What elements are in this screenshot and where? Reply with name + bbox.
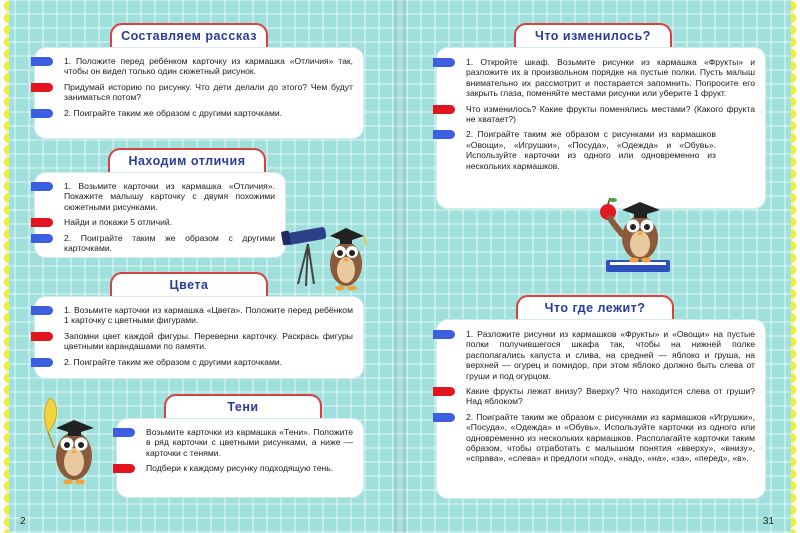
card-where xyxy=(436,319,766,499)
card-differences xyxy=(34,172,286,258)
instruction-item: 2. Поиграйте таким же образом с другими карточками. xyxy=(39,108,353,118)
right-page-edge xyxy=(791,0,800,533)
card-changed xyxy=(436,47,766,209)
section-title-colors-text: Цвета xyxy=(169,278,209,292)
blue-tab-marker xyxy=(31,306,53,315)
question-item: Что изменилось? Какие фрукты поменялись местами? (Какого фрукта не хватает?) xyxy=(441,104,755,125)
blue-tab-marker xyxy=(31,358,53,367)
instruction-item: 2. Поиграйте таким же образом с рисунками из кармашков «Игрушки», «Посуда», «Одежда» и «Обувь». Используйте карточки из одного или одновременно из нескольких кармашков. Располагайте карточки таким образом, чтобы отработать с малышом понятия «вверху», «внизу», «справа», «слева» и предлоги «под», «над», «на», «за», «перед», «в». xyxy=(441,412,755,464)
card-shadows xyxy=(116,418,364,498)
section-title-story-text: Составляем рассказ xyxy=(121,29,257,43)
blue-tab-marker xyxy=(433,58,455,67)
blue-tab-marker xyxy=(31,109,53,118)
page-number-left: 2 xyxy=(20,516,26,527)
red-tab-marker xyxy=(31,332,53,341)
red-tab-marker xyxy=(31,83,53,92)
question-item: Найди и покажи 5 отличий. xyxy=(39,217,275,227)
blue-tab-marker xyxy=(31,182,53,191)
section-title-changed-text: Что изменилось? xyxy=(535,29,651,43)
book-gutter xyxy=(394,0,406,533)
blue-tab-marker xyxy=(31,234,53,243)
question-item: Запомни цвет каждой фигуры. Переверни карточку. Раскрась фигуры цветными карандашами по памяти. xyxy=(39,331,353,352)
owl-apple-books-illustration xyxy=(592,188,682,280)
section-title-shadows-text: Тени xyxy=(227,400,259,414)
section-title-differences xyxy=(108,148,266,172)
blue-tab-marker xyxy=(113,428,135,437)
red-tab-marker xyxy=(433,387,455,396)
card-story xyxy=(34,47,364,139)
section-title-differences-text: Находим отличия xyxy=(128,154,246,168)
feather-icon xyxy=(45,398,57,432)
instruction-item: 1. Откройте шкаф. Возьмите рисунки из кармашка «Фрукты» и разложите их в произвольном порядке на пустые полки. Пусть малыш внимательно их рассмотрит и постарается запомнить. Попросите его закрыть глаза, поменяйте местами рисунки или уберите 1 фрукт. xyxy=(441,57,755,99)
section-title-where xyxy=(516,295,674,319)
instruction-item: 1. Положите перед ребёнком карточку из кармашка «Отличия» так, чтобы он видел только один сюжетный рисунок. xyxy=(39,56,353,77)
instruction-item: 2. Поиграйте таким же образом с другими карточками. xyxy=(39,357,353,367)
blue-tab-marker xyxy=(433,413,455,422)
instruction-item: 1. Возьмите карточки из кармашка «Отличия». Покажите малышу карточку с двумя похожими сюжетными рисунками. xyxy=(39,181,275,212)
blue-tab-marker xyxy=(31,57,53,66)
red-tab-marker xyxy=(113,464,135,473)
question-item: Подбери к каждому рисунку подходящую тень. xyxy=(121,463,353,473)
instruction-item: Возьмите карточки из кармашка «Тени». Положите в ряд карточки с цветными рисунками, а ниже — карточки с тенями. xyxy=(121,427,353,458)
section-title-changed xyxy=(514,23,672,47)
instruction-item: 2. Поиграйте таким же образом с рисунками из кармашков «Овощи», «Игрушки», «Посуда», «Одежда» и «Обувь». Используйте карточки из одного или одновременно из нескольких кармашков. xyxy=(441,129,755,171)
section-title-colors xyxy=(110,272,268,296)
question-item: Какие фрукты лежат внизу? Вверху? Что находится слева от груши? Над яблоком? xyxy=(441,386,755,407)
section-title-story xyxy=(110,23,268,47)
instruction-item: 2. Поиграйте таким же образом с другими карточками. xyxy=(39,233,275,254)
blue-tab-marker xyxy=(433,130,455,139)
red-tab-marker xyxy=(31,218,53,227)
telescope-icon xyxy=(281,227,327,286)
red-tab-marker xyxy=(433,105,455,114)
blue-tab-marker xyxy=(433,330,455,339)
question-item: Придумай историю по рисунку. Что дети делали до этого? Чем будут заниматься потом? xyxy=(39,82,353,103)
card-colors xyxy=(34,296,364,379)
owl-telescope-illustration xyxy=(280,214,372,294)
page-number-right: 31 xyxy=(762,516,774,527)
owl-feather-illustration xyxy=(30,392,110,492)
instruction-item: 1. Разложите рисунки из кармашков «Фрукты» и «Овощи» на пустые полки получившегося шкафа так, чтобы на нижней полке располагались капуста и слива, на средней — яблоко и груша, на верхней — огурец и помидор, при этом яблоко должно быть слева от груши и под огурцом. xyxy=(441,329,755,381)
section-title-shadows xyxy=(164,394,322,418)
section-title-where-text: Что где лежит? xyxy=(544,301,646,315)
instruction-item: 1. Возьмите карточки из кармашка «Цвета». Положите перед ребёнком 1 карточку с цветными фигурами. xyxy=(39,305,353,326)
books-icon xyxy=(606,260,670,272)
left-page-edge xyxy=(0,0,9,533)
